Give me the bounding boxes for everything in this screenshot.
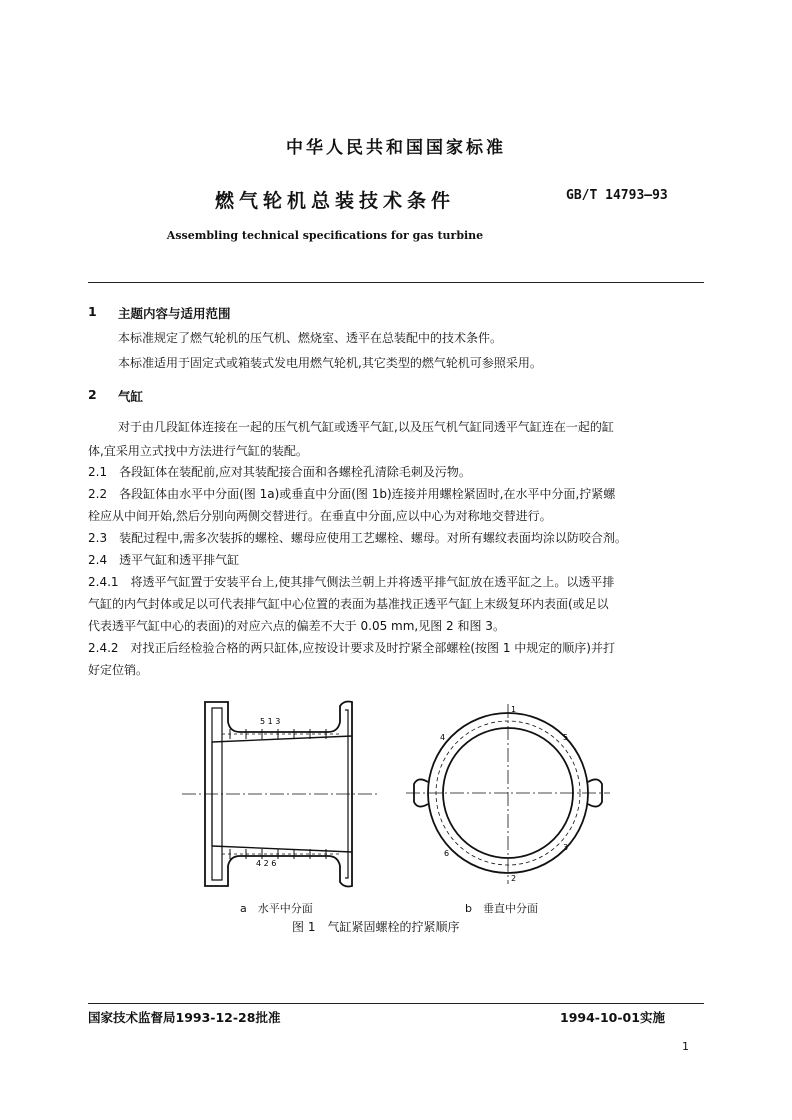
bolt-order-top: 5 1 3	[260, 717, 281, 726]
approval-date: 国家技术监督局1993-12-28批准	[88, 1010, 281, 1025]
standard-name: 中华人民共和国国家标准	[286, 138, 506, 158]
section1-heading: 主题内容与适用范围	[118, 306, 231, 321]
clause-2-2-line1: 2.2 各段缸体由水平中分面(图 1a)或垂直中分面(图 1b)连接并用螺栓紧固时,在水平中分面,拧紧螺	[88, 487, 616, 501]
section2-intro-line1: 对于由几段缸体连接在一起的压气机气缸或透平气缸,以及压气机气缸同透平气缸连在一起的缸	[118, 420, 614, 434]
caption-b: b 垂直中分面	[465, 902, 538, 915]
document-title: 燃气轮机总装技术条件	[214, 190, 455, 212]
page-number: 1	[682, 1040, 689, 1053]
label-6: 6	[444, 849, 450, 858]
clause-2-4-2-line2: 好定位销。	[88, 663, 149, 677]
label-4: 4	[440, 733, 446, 742]
section2-number: 2	[88, 387, 97, 402]
clause-2-4-1-line1: 2.4.1 将透平气缸置于安装平台上,使其排气侧法兰朝上并将透平排气缸放在透平缸之上。以透平排	[88, 575, 615, 589]
section1-para2: 本标准适用于固定式或箱装式发电用燃气轮机,其它类型的燃气轮机可参照采用。	[118, 356, 542, 370]
effective-date: 1994-10-01实施	[560, 1010, 665, 1025]
section2-intro-line2: 体,宜采用立式找中方法进行气缸的装配。	[88, 444, 308, 458]
clause-2-4-1-line3: 代表透平气缸中心的表面)的对应六点的偏差不大于 0.05 mm,见图 2 和图 3。	[88, 619, 505, 633]
figure-caption: 图 1 气缸紧固螺栓的拧紧顺序	[292, 920, 460, 934]
label-5: 5	[563, 733, 569, 742]
section2-heading: 气缸	[118, 389, 144, 404]
clause-2-4: 2.4 透平气缸和透平排气缸	[88, 553, 240, 567]
clause-2-1: 2.1 各段缸体在装配前,应对其装配接合面和各螺栓孔清除毛刺及污物。	[88, 465, 471, 479]
clause-2-2-line2: 栓应从中间开始,然后分别向两侧交替进行。在垂直中分面,应以中心为对称地交替进行。	[88, 509, 552, 523]
section1-number: 1	[88, 304, 97, 319]
label-2: 2	[511, 874, 517, 883]
clause-2-3: 2.3 装配过程中,需多次装拆的螺栓、螺母应使用工艺螺栓、螺母。对所有螺纹表面均涂以防咬合剂。	[88, 531, 627, 545]
clause-2-4-1-line2: 气缸的内气封体或足以可代表排气缸中心位置的表面为基准找正透平气缸上末级复环内表面(或足以	[88, 597, 609, 611]
cylinder-vertical-split	[406, 704, 610, 884]
standard-code: GB/T 14793—93	[566, 188, 668, 203]
english-title: Assembling technical specifications for gas turbine	[166, 229, 484, 242]
bolt-order-bottom: 4 2 6	[256, 859, 277, 868]
figure-1-diagram	[0, 690, 792, 900]
clause-2-4-2-line1: 2.4.2 对找正后经检验合格的两只缸体,应按设计要求及时拧紧全部螺栓(按图 1 中规定的顺序)并打	[88, 641, 615, 655]
header-divider	[88, 282, 704, 283]
label-1: 1	[511, 705, 517, 714]
caption-a: a 水平中分面	[240, 902, 313, 915]
footer-divider	[88, 1003, 704, 1004]
section1-para1: 本标准规定了燃气轮机的压气机、燃烧室、透平在总装配中的技术条件。	[118, 331, 503, 345]
label-3: 3	[563, 843, 569, 852]
